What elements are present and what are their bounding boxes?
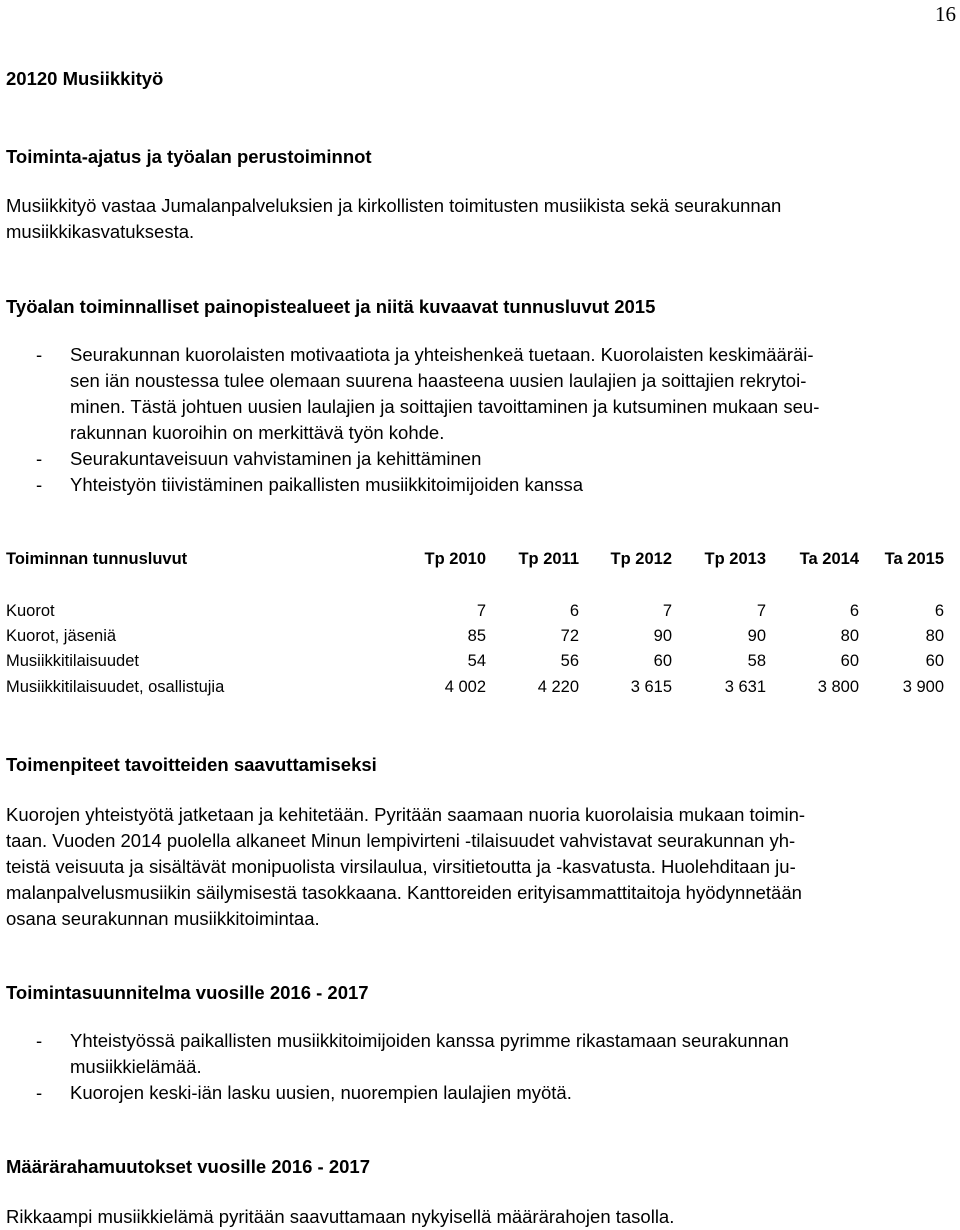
section-heading-plan: Toimintasuunnitelma vuosille 2016 - 2017 [6, 982, 369, 1003]
section-heading-mission: Toiminta-ajatus ja työalan perustoiminnot [6, 146, 372, 167]
bullet-text-line: musiikkielämää. [70, 1056, 202, 1077]
actions-text-line: taan. Vuoden 2014 puolella alkaneet Minun lempivirteni -tilaisuudet vahvistavat seurakunnan yh- [6, 830, 796, 851]
table-row [6, 627, 946, 651]
mission-text-line: musiikkikasvatuksesta. [6, 221, 195, 242]
table-header-row [6, 550, 946, 574]
table-row [6, 652, 946, 676]
table-cell: 72 [560, 627, 579, 645]
section-heading-budget: Määrärahamuutokset vuosille 2016 - 2017 [6, 1156, 371, 1177]
table-header-cell: Ta 2015 [884, 550, 944, 568]
section-heading-focus-areas: Työalan toiminnalliset painopistealueet ja niitä kuvaavat tunnusluvut 2015 [6, 296, 656, 317]
table-cell: 58 [747, 652, 766, 670]
table-cell: Musiikkitilaisuudet [6, 652, 139, 670]
table-header-cell: Toiminnan tunnusluvut [6, 550, 188, 568]
table-cell: 56 [560, 652, 579, 670]
table-cell: 80 [840, 627, 859, 645]
table-header-cell: Tp 2010 [424, 550, 486, 568]
table-cell: 3 615 [630, 678, 672, 696]
bullet-marker: - [36, 1030, 43, 1051]
table-header-cell: Tp 2011 [518, 550, 579, 568]
table-cell: 85 [467, 627, 486, 645]
table-cell: 3 631 [724, 678, 766, 696]
mission-text-line: Musiikkityö vastaa Jumalanpalveluksien ja kirkollisten toimitusten musiikista sekä seurakunnan [6, 195, 782, 216]
table-cell: 60 [653, 652, 672, 670]
table-cell: 6 [849, 602, 859, 620]
actions-text-line: osana seurakunnan musiikkitoimintaa. [6, 908, 320, 929]
table-cell: 3 900 [902, 678, 944, 696]
page-title: 20120 Musiikkityö [6, 68, 164, 89]
bullet-text-line: sen iän noustessa tulee olemaan suurena haasteena uusien laulajien ja soittajien rekrytoi- [70, 370, 807, 391]
table-cell: 54 [467, 652, 486, 670]
table-cell: 60 [925, 652, 944, 670]
bullet-text: Yhteistyön tiivistäminen paikallisten musiikkitoimijoiden kanssa [70, 474, 584, 495]
table-cell: 6 [934, 602, 944, 620]
table-cell: 60 [840, 652, 859, 670]
table-header-cell: Tp 2013 [704, 550, 766, 568]
table-cell: 4 220 [537, 678, 579, 696]
bullet-marker: - [36, 474, 43, 495]
page-number: 16 [935, 2, 956, 26]
table-cell: Musiikkitilaisuudet, osallistujia [6, 678, 225, 696]
table-cell: 7 [756, 602, 766, 620]
bullet-text-line: minen. Tästä johtuen uusien laulajien ja soittajien tavoittaminen ja kutsuminen mukaan seu- [70, 396, 820, 417]
table-row [6, 678, 946, 702]
section-heading-actions: Toimenpiteet tavoitteiden saavuttamiseksi [6, 754, 377, 775]
table-cell: 80 [925, 627, 944, 645]
bullet-text: Seurakuntaveisuun vahvistaminen ja kehittäminen [70, 448, 482, 469]
bullet-text-line: Seurakunnan kuorolaisten motivaatiota ja yhteishenkeä tuetaan. Kuorolaisten keskimääräi- [70, 344, 814, 365]
actions-text-line: Kuorojen yhteistyötä jatketaan ja kehitetään. Pyritään saamaan nuoria kuorolaisia mukaan toimin- [6, 804, 806, 825]
budget-text: Rikkaampi musiikkielämä pyritään saavuttamaan nykyisellä määrärahojen tasolla. [6, 1206, 675, 1227]
bullet-text-line: Yhteistyössä paikallisten musiikkitoimijoiden kanssa pyrimme rikastamaan seurakunnan [70, 1030, 789, 1051]
table-header-cell: Ta 2014 [799, 550, 859, 568]
table-cell: 4 002 [444, 678, 486, 696]
bullet-marker: - [36, 344, 43, 365]
table-cell: 90 [653, 627, 672, 645]
table-cell: 7 [476, 602, 486, 620]
table-cell: 90 [747, 627, 766, 645]
table-header-cell: Tp 2012 [610, 550, 672, 568]
bullet-text-line: rakunnan kuoroihin on merkittävä työn kohde. [70, 422, 445, 443]
table-cell: 6 [569, 602, 579, 620]
actions-text-line: malanpalvelusmusiikin säilymisestä tasokkaana. Kanttoreiden erityisammattitaitoja hyödynnetään [6, 882, 802, 903]
table-cell: Kuorot [6, 602, 55, 620]
bullet-text: Kuorojen keski-iän lasku uusien, nuorempien laulajien myötä. [70, 1082, 572, 1103]
table-cell: Kuorot, jäseniä [6, 627, 117, 645]
bullet-marker: - [36, 448, 43, 469]
actions-text-line: teistä veisuuta ja sisältävät monipuolista virsilaulua, virsitietoutta ja -kasvatusta. Huolehditaan ju- [6, 856, 796, 877]
table-cell: 7 [662, 602, 672, 620]
table-row [6, 602, 946, 626]
bullet-marker: - [36, 1082, 43, 1103]
table-cell: 3 800 [817, 678, 859, 696]
